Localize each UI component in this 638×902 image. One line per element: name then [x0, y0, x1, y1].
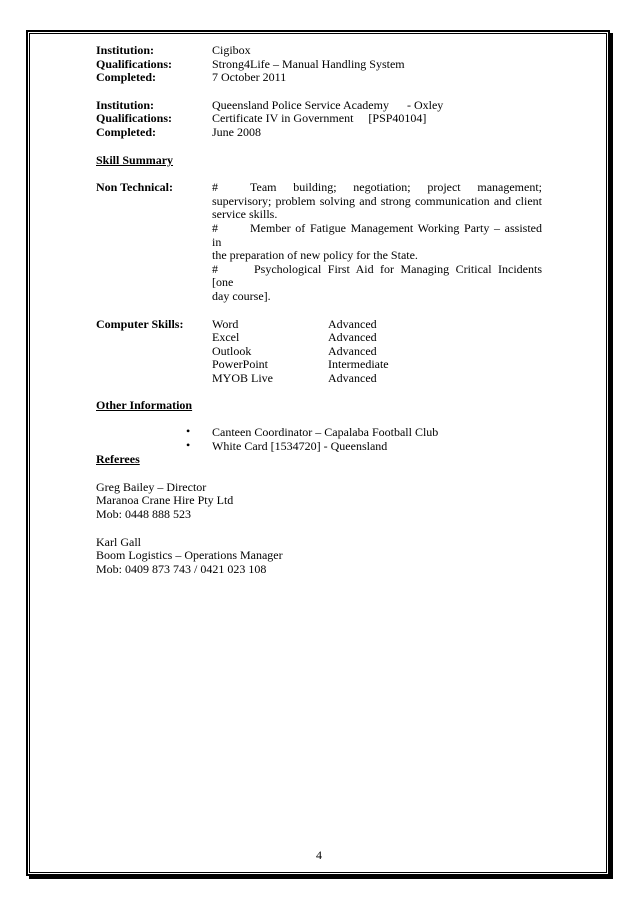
non-technical-item-1-end: service skills. — [212, 207, 278, 222]
bullet-icon: • — [186, 437, 191, 452]
skill-row — [212, 331, 542, 345]
completed-label: Completed: — [96, 70, 156, 85]
bullet-icon: • — [186, 424, 191, 439]
non-technical-item-3: Psychological First Aid for Managing Critical Incidents [one — [212, 261, 542, 290]
hash-marker: # — [212, 220, 218, 235]
skill-name: Excel — [212, 330, 240, 345]
qualifications-label: Qualifications: — [96, 111, 173, 126]
other-information-list — [96, 426, 542, 453]
reference-name: Karl Gall — [96, 534, 141, 549]
completed-label: Completed: — [96, 124, 156, 139]
skill-name: PowerPoint — [212, 357, 269, 372]
institution-value: Cigibox — [212, 43, 251, 57]
list-item: • Canteen Coordinator – Capalaba Football Club — [186, 424, 439, 440]
skill-level: Advanced — [328, 370, 377, 385]
skill-name: Outlook — [212, 343, 252, 358]
non-technical-item-1: Team building; negotiation; project management; — [250, 180, 542, 195]
reference-company: Maranoa Crane Hire Pty Ltd — [96, 493, 234, 508]
reference-phone: Mob: 0448 888 523 — [96, 507, 192, 522]
institution-value: Queensland Police Service Academy - Oxley — [212, 97, 444, 112]
reference-entry — [96, 536, 542, 577]
reference-name: Greg Bailey – Director — [96, 479, 207, 494]
resume-content — [96, 44, 542, 576]
computer-skills-label: Computer Skills: — [96, 316, 184, 331]
skill-level: Intermediate — [328, 357, 389, 372]
skill-row — [212, 318, 542, 332]
hash-marker: # — [212, 261, 218, 276]
skill-level: Advanced — [328, 343, 377, 358]
qualifications-label: Qualifications: — [96, 56, 173, 71]
completed-value: June 2008 — [212, 124, 261, 139]
non-technical-label: Non Technical: — [96, 180, 174, 195]
list-item: • White Card [1534720] - Queensland — [186, 437, 388, 453]
skill-name: MYOB Live — [212, 370, 273, 385]
education-entry — [96, 99, 542, 140]
reference-phone: Mob: 0409 873 743 / 0421 023 108 — [96, 561, 267, 576]
skill-row — [212, 372, 542, 386]
non-technical-section — [96, 181, 542, 303]
skill-level: Advanced — [328, 316, 377, 331]
skill-row — [212, 358, 542, 372]
other-information-heading: Other Information — [96, 398, 193, 413]
skill-row — [212, 345, 542, 359]
qualifications-value: Certificate IV in Government [PSP40104] — [212, 111, 427, 126]
institution-label: Institution: — [96, 43, 155, 57]
qualifications-value: Strong4Life – Manual Handling System — [212, 56, 405, 71]
skill-name: Word — [212, 316, 239, 331]
reference-company: Boom Logistics – Operations Manager — [96, 548, 283, 563]
non-technical-item-1-cont: supervisory; problem solving and strong communication and client — [212, 193, 542, 208]
references-heading: Referees — [96, 452, 140, 467]
page-number: 4 — [316, 848, 322, 862]
non-technical-item-2-end: the preparation of new policy for the State. — [212, 248, 418, 263]
hash-marker: # — [212, 180, 218, 195]
education-entry — [96, 44, 542, 85]
non-technical-item-3-end: day course]. — [212, 288, 271, 303]
skill-summary-heading: Skill Summary — [96, 152, 174, 167]
reference-entry — [96, 481, 542, 522]
completed-value: 7 October 2011 — [212, 70, 287, 85]
institution-label: Institution: — [96, 97, 155, 112]
skill-level: Advanced — [328, 330, 377, 345]
non-technical-item-2: Member of Fatigue Management Working Party – assisted in — [212, 220, 542, 249]
computer-skills-section — [96, 318, 542, 386]
